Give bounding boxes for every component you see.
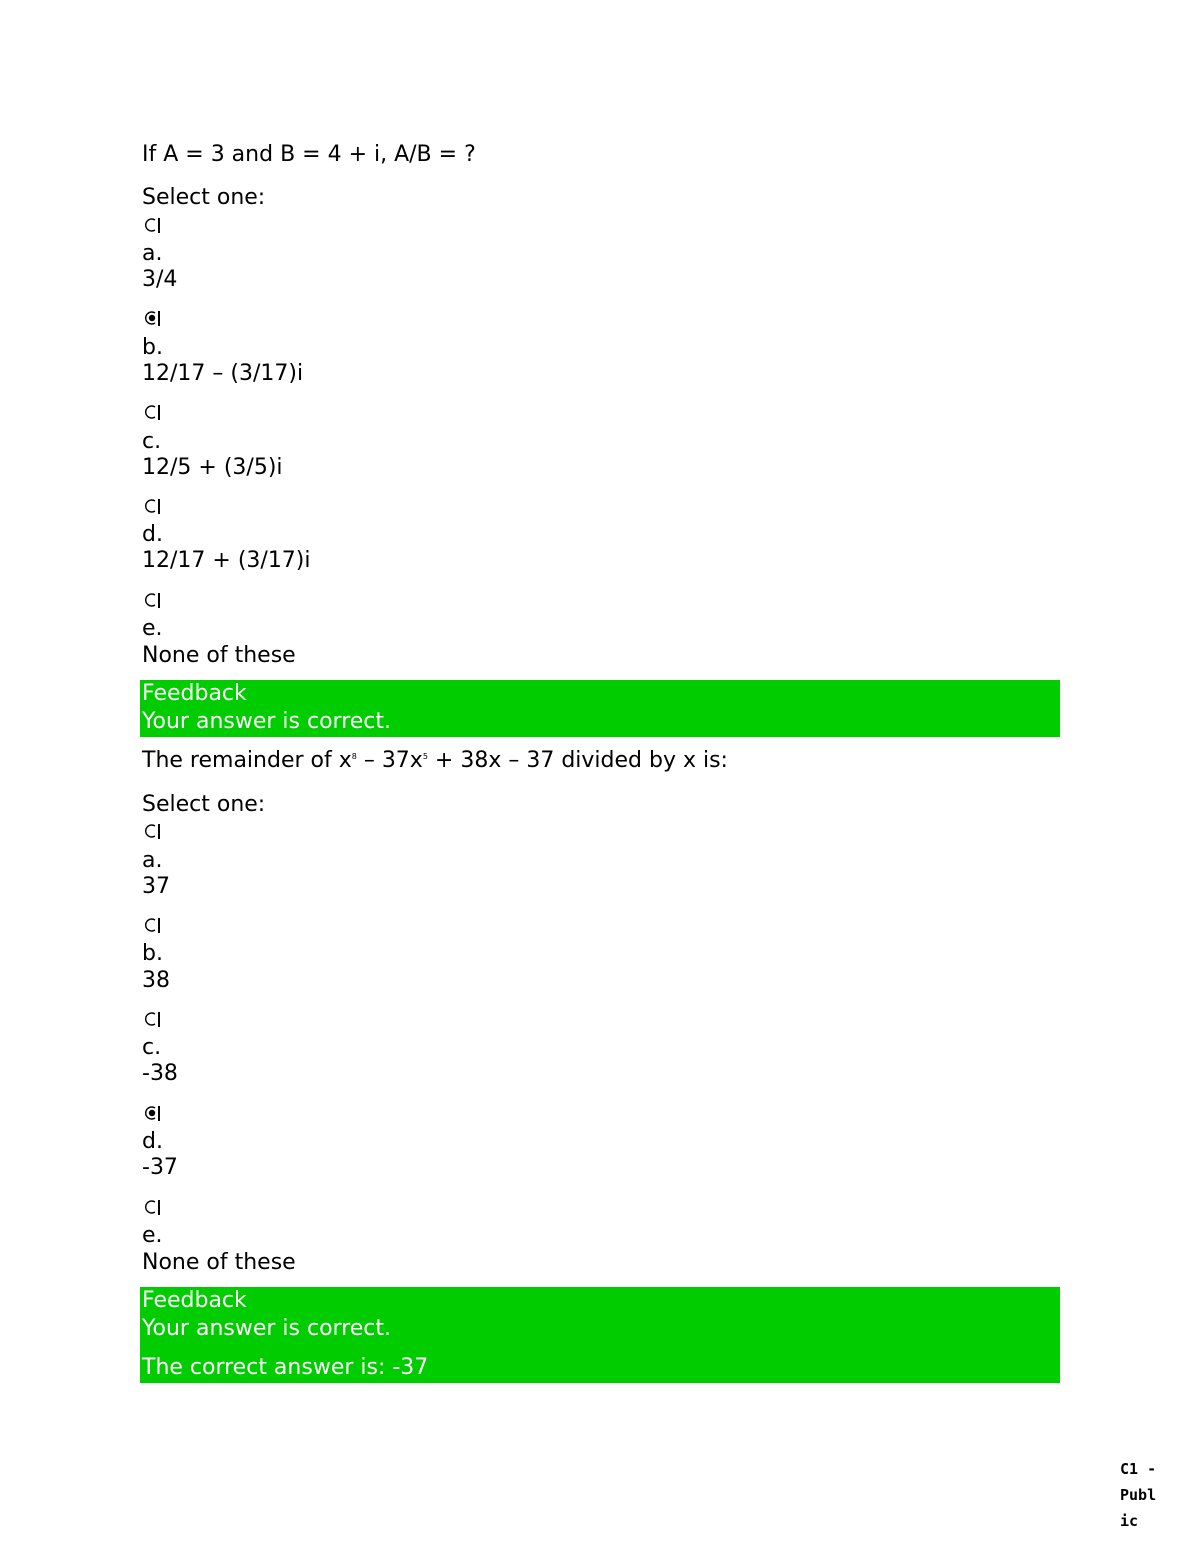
footer-classification-line2: Publ xyxy=(1120,1486,1157,1504)
q1-option-b-letter: b. xyxy=(142,335,163,360)
q1-feedback-message: Your answer is correct. xyxy=(142,709,392,734)
q2-option-e-letter: e. xyxy=(142,1223,163,1248)
q1-radio-c[interactable] xyxy=(142,402,162,422)
q2-question: The remainder of $x^8 - 37x^5 + 38x - 37$ divided by x is: xyxy=(142,748,728,773)
q1-select-label: Select one: xyxy=(142,185,266,210)
q1-radio-b[interactable] xyxy=(142,308,162,328)
q1-option-e-letter: e. xyxy=(142,616,163,641)
footer-classification-line1: C1 - xyxy=(1120,1460,1157,1478)
q1-option-e-text: None of these xyxy=(142,643,296,668)
q2-option-d-text: -37 xyxy=(142,1155,178,1180)
q1-option-c-text: 12/5 + (3/5)i xyxy=(142,455,283,480)
q2-radio-d[interactable] xyxy=(142,1103,162,1123)
q1-option-d-letter: d. xyxy=(142,522,163,547)
q1-radio-d[interactable] xyxy=(142,496,162,516)
q1-feedback-title: Feedback xyxy=(142,681,247,706)
q1-option-d-text: 12/17 + (3/17)i xyxy=(142,548,311,573)
q1-option-a-letter: a. xyxy=(142,241,163,266)
q1-radio-a[interactable] xyxy=(142,215,162,235)
q2-radio-a[interactable] xyxy=(142,821,162,841)
q1-question: If A = 3 and B = 4 + i, A/B = ? xyxy=(142,142,476,167)
q1-option-b-text: 12/17 – (3/17)i xyxy=(142,361,304,386)
q2-exponent-2: 5 xyxy=(422,752,428,761)
q2-feedback-title: Feedback xyxy=(142,1288,247,1313)
q2-select-label: Select one: xyxy=(142,792,266,817)
q2-option-a-letter: a. xyxy=(142,848,163,873)
q2-exponent-1: 8 xyxy=(351,752,357,761)
q1-option-c-letter: c. xyxy=(142,429,162,454)
q1-option-a-text: 3/4 xyxy=(142,267,178,292)
q2-radio-e[interactable] xyxy=(142,1197,162,1217)
q2-option-c-text: -38 xyxy=(142,1061,178,1086)
q2-option-c-letter: c. xyxy=(142,1035,162,1060)
q2-option-b-letter: b. xyxy=(142,941,163,966)
q2-correct-answer: The correct answer is: -37 xyxy=(142,1355,429,1380)
q2-option-e-text: None of these xyxy=(142,1250,296,1275)
footer-classification-line3: ic xyxy=(1120,1512,1139,1530)
q2-option-a-text: 37 xyxy=(142,874,170,899)
q2-radio-c[interactable] xyxy=(142,1009,162,1029)
q2-option-b-text: 38 xyxy=(142,968,170,993)
q2-radio-b[interactable] xyxy=(142,915,162,935)
q2-feedback-message: Your answer is correct. xyxy=(142,1316,392,1341)
q2-option-d-letter: d. xyxy=(142,1129,163,1154)
q1-radio-e[interactable] xyxy=(142,590,162,610)
